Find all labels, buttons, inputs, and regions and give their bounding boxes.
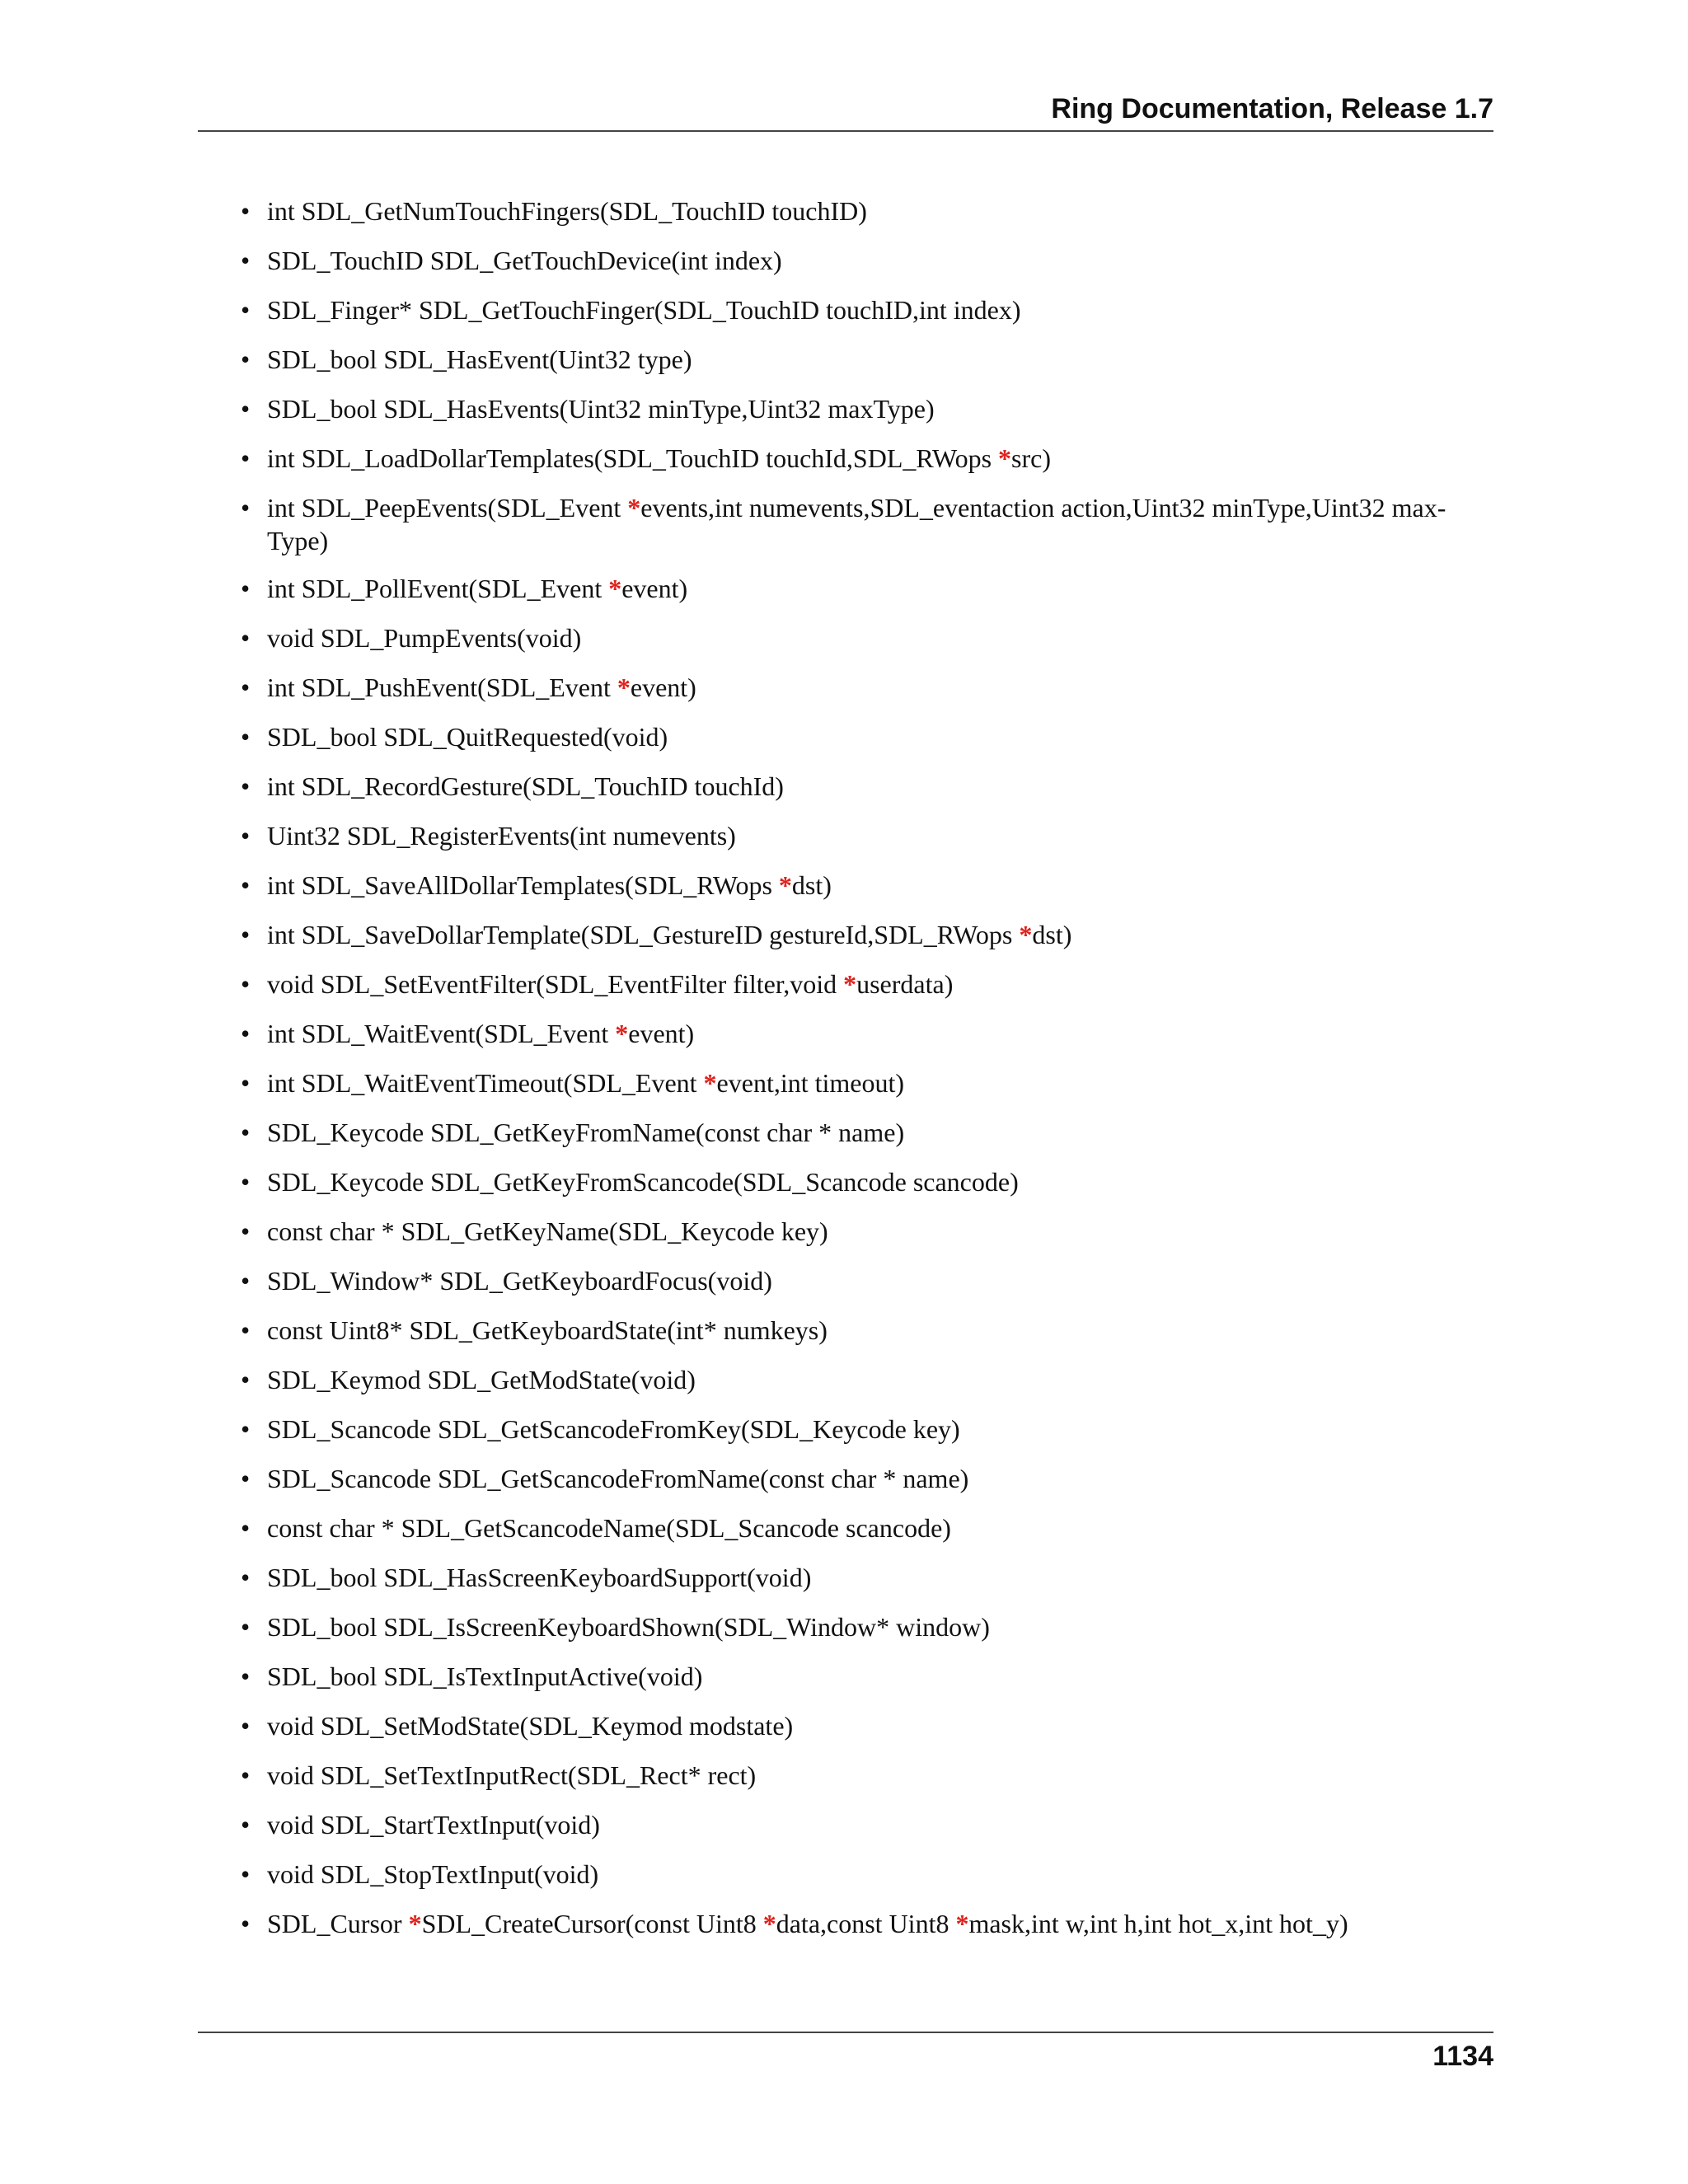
signature-text: int SDL_GetNumTouchFingers(SDL_TouchID touchID) — [267, 196, 867, 226]
signature-text: int SDL_PollEvent(SDL_Event — [267, 574, 609, 603]
list-item — [198, 194, 1493, 227]
signature-text: SDL_Cursor — [267, 1909, 409, 1938]
signature-text: SDL_Scancode SDL_GetScancodeFromKey(SDL_Keycode key) — [267, 1414, 960, 1444]
list-item — [198, 491, 1493, 557]
signature-text: void SDL_SetModState(SDL_Keymod modstate) — [267, 1711, 794, 1741]
signature-text: int SDL_WaitEvent(SDL_Event — [267, 1019, 616, 1048]
document-title: Ring Documentation, Release 1.7 — [1051, 93, 1493, 124]
list-item — [198, 293, 1493, 326]
signature-text: void SDL_StopTextInput(void) — [267, 1859, 599, 1889]
signature-text: event) — [630, 673, 696, 702]
list-item — [198, 1709, 1493, 1742]
pointer-asterisk: * — [998, 443, 1012, 473]
signature-text: event) — [628, 1019, 695, 1048]
signature-text: int SDL_PeepEvents(SDL_Event — [267, 493, 628, 523]
list-item — [198, 869, 1493, 902]
signature-text: const char * SDL_GetScancodeName(SDL_Scancode scancode) — [267, 1513, 951, 1543]
function-list — [198, 194, 1493, 1940]
list-item — [198, 770, 1493, 803]
list-item — [198, 1314, 1493, 1347]
signature-text: int SDL_LoadDollarTemplates(SDL_TouchID touchId,SDL_RWops — [267, 443, 999, 473]
signature-text: SDL_Keymod SDL_GetModState(void) — [267, 1365, 696, 1394]
signature-text: int SDL_WaitEventTimeout(SDL_Event — [267, 1068, 704, 1098]
signature-text: void SDL_PumpEvents(void) — [267, 623, 582, 653]
signature-text: src) — [1011, 443, 1052, 473]
list-item — [198, 1610, 1493, 1643]
signature-text: event,int timeout) — [716, 1068, 905, 1098]
list-item — [198, 1066, 1493, 1099]
pointer-asterisk: * — [703, 1068, 717, 1098]
pointer-asterisk: * — [1019, 920, 1033, 949]
page-header — [198, 92, 1493, 132]
signature-text: void SDL_StartTextInput(void) — [267, 1810, 600, 1840]
list-item — [198, 244, 1493, 277]
signature-text: event) — [621, 574, 688, 603]
signature-text: userdata) — [856, 969, 954, 999]
main-content — [198, 194, 1493, 1957]
list-item — [198, 392, 1493, 425]
list-item — [198, 1264, 1493, 1297]
signature-text: int SDL_SaveDollarTemplate(SDL_GestureID gestureId,SDL_RWops — [267, 920, 1020, 949]
list-item — [198, 1660, 1493, 1693]
signature-text: SDL_Keycode SDL_GetKeyFromScancode(SDL_Scancode scancode) — [267, 1167, 1019, 1197]
pointer-asterisk: * — [955, 1909, 969, 1938]
signature-text: dst) — [1032, 920, 1072, 949]
signature-text: events,int numevents,SDL_eventaction action,Uint32 minType,Uint32 max-Type) — [267, 493, 1447, 555]
list-item — [198, 442, 1493, 475]
pointer-asterisk: * — [617, 673, 631, 702]
signature-text: const char * SDL_GetKeyName(SDL_Keycode key) — [267, 1216, 828, 1246]
signature-text: Uint32 SDL_RegisterEvents(int numevents) — [267, 821, 736, 851]
signature-text: mask,int w,int h,int hot_x,int hot_y) — [968, 1909, 1348, 1938]
signature-text: SDL_bool SDL_HasEvents(Uint32 minType,Uint32 maxType) — [267, 394, 935, 424]
signature-text: int SDL_PushEvent(SDL_Event — [267, 673, 617, 702]
list-item — [198, 1511, 1493, 1544]
list-item — [198, 1363, 1493, 1396]
footer-divider — [198, 2032, 1493, 2033]
list-item — [198, 572, 1493, 605]
signature-text: SDL_Finger* SDL_GetTouchFinger(SDL_TouchID touchID,int index) — [267, 295, 1021, 325]
list-item — [198, 720, 1493, 753]
list-item — [198, 1759, 1493, 1792]
list-item — [198, 1907, 1493, 1940]
list-item — [198, 1017, 1493, 1050]
list-item — [198, 671, 1493, 704]
list-item — [198, 343, 1493, 376]
list-item — [198, 1116, 1493, 1149]
list-item — [198, 918, 1493, 951]
signature-text: SDL_bool SDL_HasScreenKeyboardSupport(void) — [267, 1563, 812, 1592]
pointer-asterisk: * — [627, 493, 641, 523]
list-item — [198, 1561, 1493, 1594]
pointer-asterisk: * — [615, 1019, 629, 1048]
signature-text: int SDL_SaveAllDollarTemplates(SDL_RWops — [267, 870, 779, 900]
list-item — [198, 1462, 1493, 1495]
signature-text: SDL_CreateCursor(const Uint8 — [421, 1909, 763, 1938]
list-item — [198, 1413, 1493, 1446]
signature-text: SDL_TouchID SDL_GetTouchDevice(int index) — [267, 246, 782, 275]
list-item — [198, 1165, 1493, 1198]
pointer-asterisk: * — [408, 1909, 422, 1938]
signature-text: int SDL_RecordGesture(SDL_TouchID touchId) — [267, 771, 784, 801]
list-item — [198, 1808, 1493, 1841]
signature-text: SDL_bool SDL_HasEvent(Uint32 type) — [267, 344, 692, 374]
signature-text: SDL_bool SDL_QuitRequested(void) — [267, 722, 668, 752]
signature-text: SDL_Keycode SDL_GetKeyFromName(const char * name) — [267, 1118, 905, 1147]
pointer-asterisk: * — [843, 969, 857, 999]
signature-text: SDL_bool SDL_IsScreenKeyboardShown(SDL_Window* window) — [267, 1612, 990, 1642]
list-item — [198, 1858, 1493, 1891]
pointer-asterisk: * — [778, 870, 792, 900]
pointer-asterisk: * — [762, 1909, 776, 1938]
signature-text: SDL_bool SDL_IsTextInputActive(void) — [267, 1661, 703, 1691]
list-item — [198, 968, 1493, 1001]
signature-text: dst) — [791, 870, 832, 900]
page-number: 1134 — [1432, 2041, 1493, 2072]
list-item — [198, 621, 1493, 654]
signature-text: void SDL_SetTextInputRect(SDL_Rect* rect) — [267, 1760, 757, 1790]
list-item — [198, 819, 1493, 852]
signature-text: data,const Uint8 — [776, 1909, 956, 1938]
signature-text: SDL_Window* SDL_GetKeyboardFocus(void) — [267, 1266, 772, 1296]
signature-text: SDL_Scancode SDL_GetScancodeFromName(const char * name) — [267, 1464, 969, 1493]
signature-text: void SDL_SetEventFilter(SDL_EventFilter filter,void — [267, 969, 844, 999]
signature-text: const Uint8* SDL_GetKeyboardState(int* numkeys) — [267, 1315, 828, 1345]
pointer-asterisk: * — [608, 574, 622, 603]
list-item — [198, 1215, 1493, 1248]
